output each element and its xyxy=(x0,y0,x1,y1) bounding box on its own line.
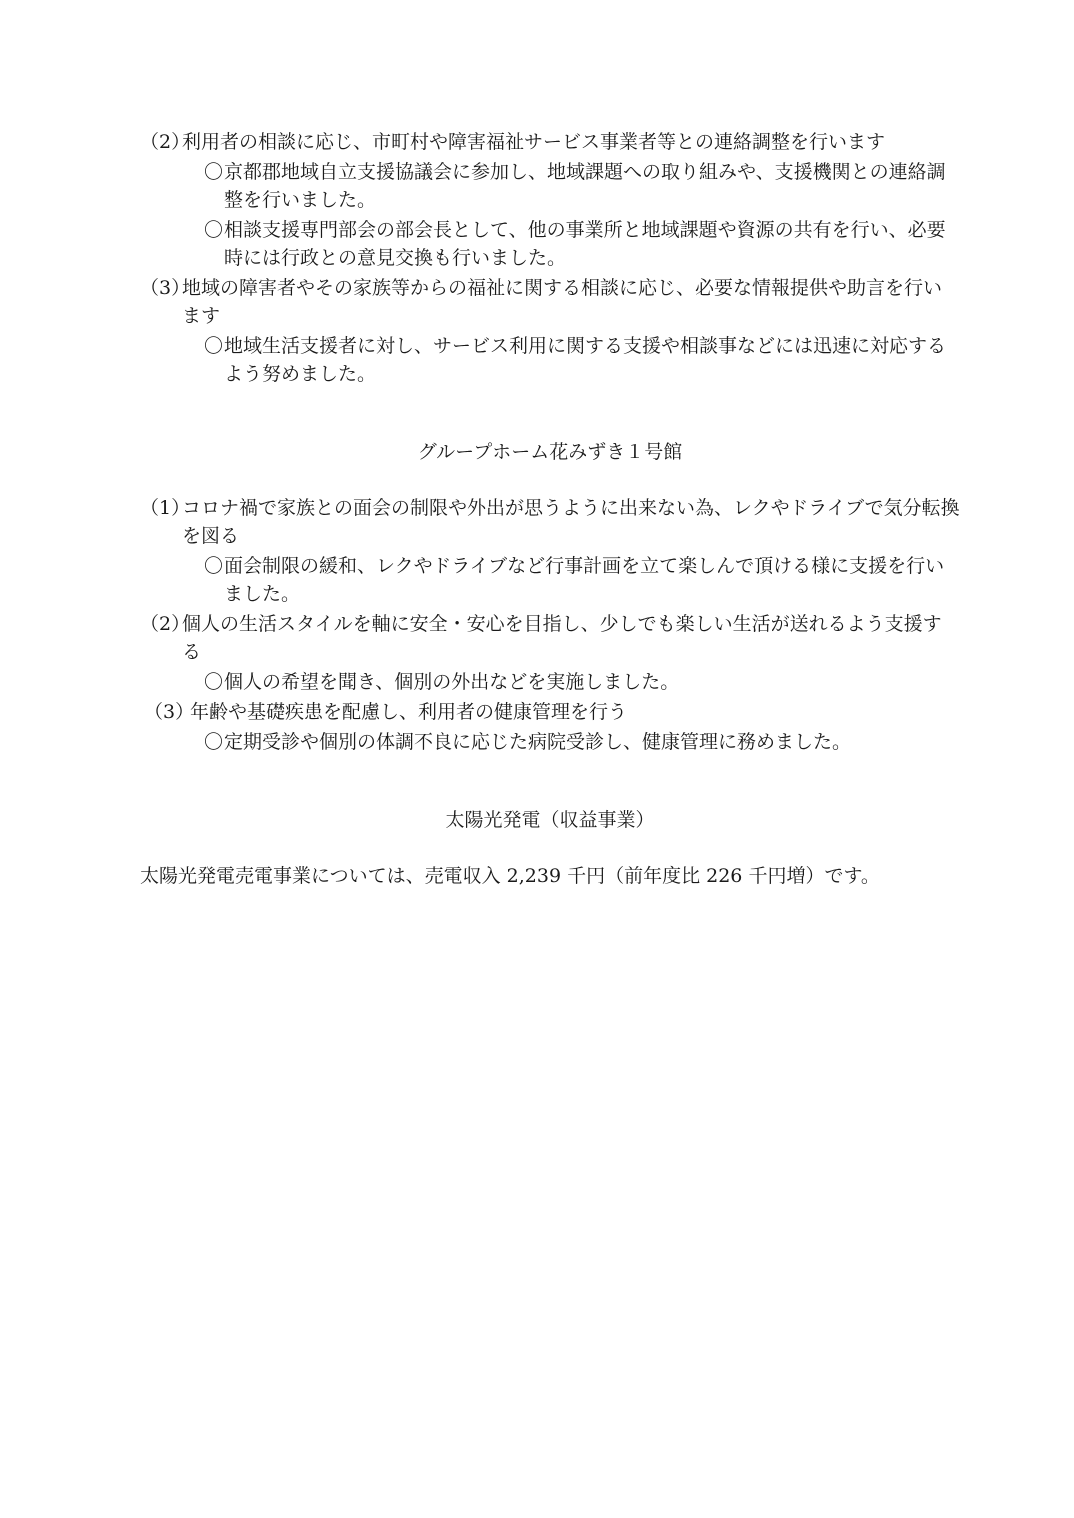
list-item xyxy=(140,494,960,550)
circle-bullet: 〇 xyxy=(204,161,224,183)
section-group-home xyxy=(140,494,960,756)
item-text: 利用者の相談に応じ、市町村や障害福祉サービス事業者等との連絡調整を行います xyxy=(182,131,886,153)
item-number: （2） xyxy=(140,613,191,635)
sub-item xyxy=(204,216,960,272)
solar-paragraph: 太陽光発電売電事業については、売電収入 2,239 千円（前年度比 226 千円増）です。 xyxy=(140,865,880,887)
item-text: 個人の生活スタイルを軸に安全・安心を目指し、少しでも楽しい生活が送れるよう支援する xyxy=(182,613,942,663)
sub-item-text: 相談支援専門部会の部会長として、他の事業所と地域課題や資源の共有を行い、必要時には行政との意見交換も行いました。 xyxy=(224,219,946,269)
item-text: 年齢や基礎疾患を配慮し、利用者の健康管理を行う xyxy=(190,701,628,723)
circle-bullet: 〇 xyxy=(204,219,224,241)
sub-item-text: 地域生活支援者に対し、サービス利用に関する支援や相談事などには迅速に対応するよう努めました。 xyxy=(224,335,947,385)
sub-item-text: 個人の希望を聞き、個別の外出などを実施しました。 xyxy=(224,671,680,693)
section-heading-solar: 太陽光発電（収益事業） xyxy=(445,809,655,831)
item-number: （2） xyxy=(140,131,191,153)
sub-item xyxy=(204,668,960,696)
circle-bullet: 〇 xyxy=(204,671,224,693)
item-number: （3） xyxy=(140,277,191,299)
circle-bullet: 〇 xyxy=(204,731,224,753)
circle-bullet: 〇 xyxy=(204,335,224,357)
item-text: コロナ禍で家族との面会の制限や外出が思うように出来ない為、レクやドライブで気分転換を図る xyxy=(182,497,960,547)
list-item xyxy=(140,128,960,156)
sub-item-text: 京都郡地域自立支援協議会に参加し、地域課題への取り組みや、支援機関との連絡調整を行いました。 xyxy=(224,161,946,211)
item-text: 地域の障害者やその家族等からの福祉に関する相談に応じ、必要な情報提供や助言を行います xyxy=(182,277,943,327)
list-item xyxy=(140,698,960,726)
sub-item-text: 面会制限の緩和、レクやドライブなど行事計画を立て楽しんで頂ける様に支援を行いました。 xyxy=(224,555,945,605)
sub-item xyxy=(204,552,960,608)
document-page xyxy=(140,128,960,890)
circle-bullet: 〇 xyxy=(204,555,224,577)
sub-item xyxy=(204,158,960,214)
item-number: （3） xyxy=(144,701,195,723)
sub-item xyxy=(204,332,960,388)
section-consultation xyxy=(140,128,960,388)
list-item xyxy=(140,274,960,330)
item-number: （1） xyxy=(140,497,191,519)
list-item xyxy=(140,610,960,666)
sub-item-text: 定期受診や個別の体調不良に応じた病院受診し、健康管理に務めました。 xyxy=(224,731,852,753)
section-heading-group-home: グループホーム花みずき１号館 xyxy=(417,441,683,463)
sub-item xyxy=(204,728,960,756)
